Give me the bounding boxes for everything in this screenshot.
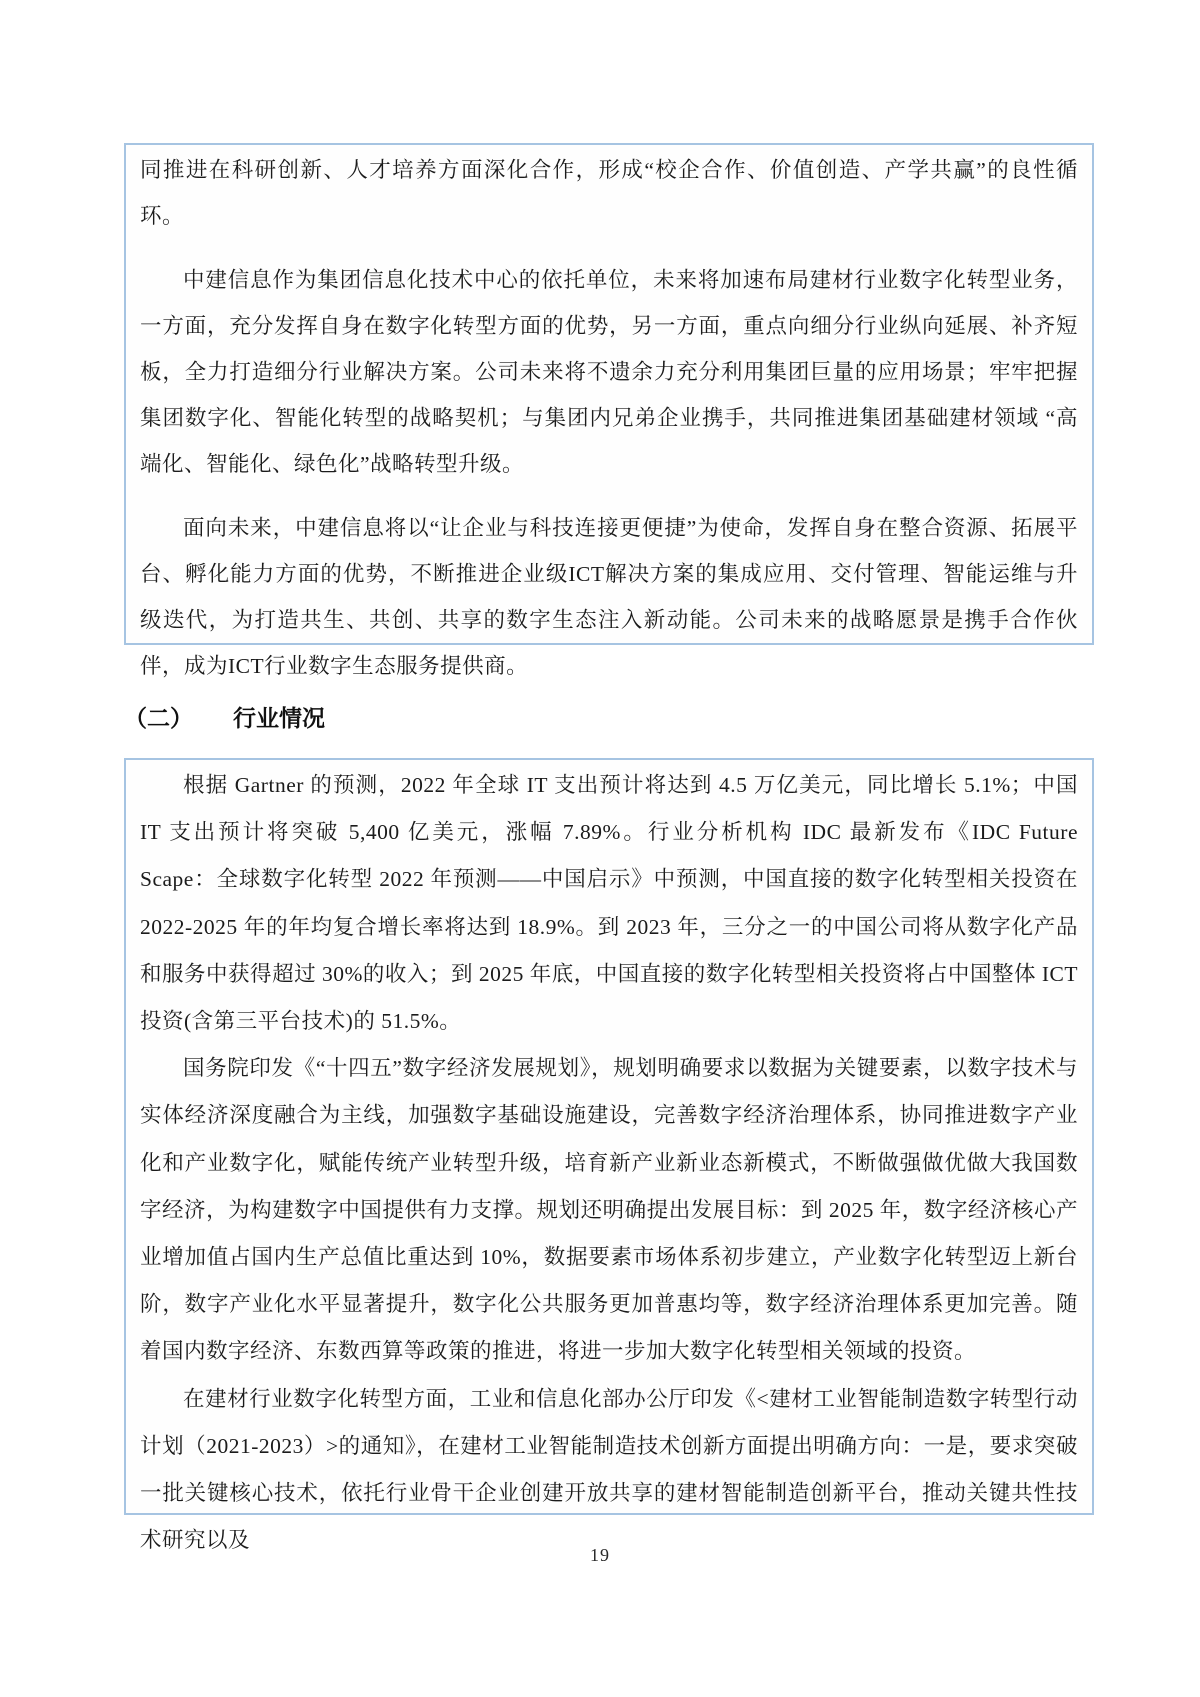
strategy-text-box [124,143,1094,678]
page-footer [0,1545,1200,1566]
industry-paragraph-digital-economy-plan: 国务院印发《“十四五”数字经济发展规划》，规划明确要求以数据为关键要素，以数字技术与实体经济深度融合为主线，加强数字基础设施建设，完善数字经济治理体系，协同推进数字产业化和产业数字化，赋能传统产业转型升级，培育新产业新业态新模式，不断做强做优做大我国数字经济，为构建数字中国提供有力支撑。规划还明确提出发展目标：到 2025 年，数字经济核心产业增加值占国内生产总值比重达到 10%，数据要素市场体系初步建立，产业数字化转型迈上新台阶，数字产业化水平显著提升，数字化公共服务更加普惠均等，数字经济治理体系更加完善。随着国内数字经济、东数西算等政策的推进，将进一步加大数字化转型相关领域的投资。 [140,1056,1078,1364]
section-heading-numbering: （二） [124,706,193,731]
industry-paragraph-building-materials: 在建材行业数字化转型方面，工业和信息化部办公厅印发《<建材工业智能制造数字转型行动计划（2021-2023）>的通知》，在建材工业智能制造技术创新方面提出明确方向：一是，要求突破一批关键核心技术，依托行业骨干企业创建开放共享的建材智能制造创新平台，推动关键共性技术研究以及 [140,1386,1078,1553]
section-heading-title: 行业情况 [233,706,325,731]
strategy-paragraph-vision: 面向未来，中建信息将以“让企业与科技连接更便捷”为使命，发挥自身在整合资源、拓展平台、孵化能力方面的优势，不断推进企业级ICT解决方案的集成应用、交付管理、智能运维与升级迭代，为打造共生、共创、共享的数字生态注入新动能。公司未来的战略愿景是携手合作伙伴，成为ICT行业数字生态服务提供商。 [140,516,1078,678]
industry-text-box [124,758,1094,1553]
section-heading [124,700,325,733]
page-number: 19 [590,1545,610,1565]
industry-paragraph-it-spending: 根据 Gartner 的预测，2022 年全球 IT 支出预计将达到 4.5 万亿美元，同比增长 5.1%；中国 IT 支出预计将突破 5,400 亿美元，涨幅 7.89%。行业分析机构 IDC 最新发布《IDC Future Scape：全球数字化转型 2022 年预测——中国启示》中预测，中国直接的数字化转型相关投资在 2022-2025 年的年均复合增长率将达到 18.9%。到 2023 年，三分之一的中国公司将从数字化产品和服务中获得超过 30%的收入；到 2025 年底，中国直接的数字化转型相关投资将占中国整体 ICT 投资(含第三平台技术)的 51.5%。 [140,773,1078,1034]
strategy-paragraph-company: 中建信息作为集团信息化技术中心的依托单位，未来将加速布局建材行业数字化转型业务，一方面，充分发挥自身在数字化转型方面的优势，另一方面，重点向细分行业纵向延展、补齐短板，全力打造细分行业解决方案。公司未来将不遗余力充分利用集团巨量的应用场景；牢牢把握集团数字化、智能化转型的战略契机；与集团内兄弟企业携手，共同推进集团基础建材领域 “高端化、智能化、绿色化”战略转型升级。 [140,268,1078,476]
strategy-paragraph-continuation: 同推进在科研创新、人才培养方面深化合作，形成“校企合作、价值创造、产学共赢”的良性循环。 [140,158,1078,228]
